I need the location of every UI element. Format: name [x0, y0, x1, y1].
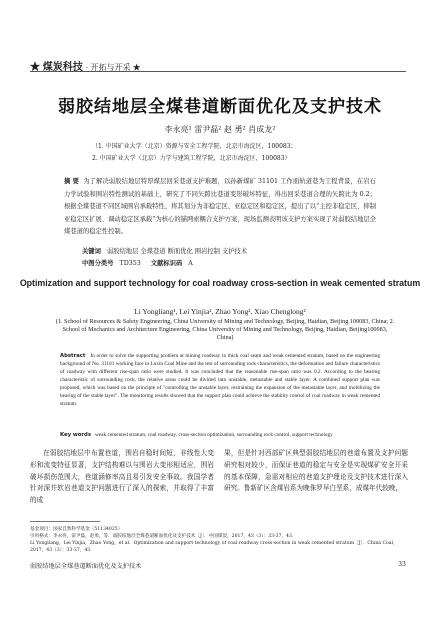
keywords-label-english: Key words	[60, 432, 91, 438]
authors-english: Li Yongliang¹, Lei Yinjia², Zhao Yong², Xiao Chenglong²	[134, 307, 306, 316]
abstract-chinese	[64, 176, 376, 239]
abstract-english	[60, 352, 380, 408]
authors-chinese: 李永亮¹ 雷尹磊² 赵 勇² 肖成龙²	[164, 125, 276, 134]
journal-name: ★ 煤炭科技	[30, 62, 83, 73]
classification-line	[82, 258, 193, 267]
affiliations-english: (1. School of Resources & Safety Engineering, China University of Mining and Technology, Beijing, Haidian, Beijing 100083, China; 2. School of Mechanics and Architecture Engineering, China University of Mining and Technology, Beijing, Haidian, Beijing100083, China)	[55, 318, 395, 341]
doc-code-label: 文献标识码	[150, 260, 183, 267]
title-chinese: 弱胶结地层全煤巷道断面优化及支护技术	[58, 97, 382, 117]
header-rule	[30, 71, 406, 72]
keywords-text-chinese: 弱胶结地层 全煤巷道 断面优化 围岩控制 支护技术	[106, 248, 248, 255]
footnote-rule	[30, 521, 100, 522]
abstract-text-chinese: 为了解决弱胶结地层特厚煤层回采巷道支护难题，以孙新煤矿 31101 工作面轨道巷为工程背景，在岩石力学试验和围岩特性测试的基础上，研究了不同矢跨比巷道变形破坏特征，得出回采巷道合理的矢跨比为 0.2；根据全煤巷道不同区域围岩承载特性，将其划分为非稳定区、亚稳定区和稳定区，提出了以“主控非稳定区、抑制亚稳定区扩展、调动稳定区承载”为核心的锚网索耦合支护方案，现场监测表明该支护方案实现了对弱胶结地层全煤巷道的稳定性控制。	[64, 178, 376, 235]
footnote-funding: 基金项目：国家自然科学基金（51134025）	[30, 527, 123, 532]
page-footer	[30, 561, 406, 570]
title-english: Optimization and support technology for coal roadway cross-section in weak cemented stratum	[19, 278, 421, 288]
keywords-english	[60, 432, 380, 438]
footnote-citation-chinese: 引用格式：李永亮，雷尹磊，赵勇，等．弱胶结地层全煤巷道断面优化及支护技术［J］．中国煤炭，2017，43（3）：33-37，43．	[30, 534, 297, 539]
footnote-citation-english: Li Yongliang，Lei Yinjia，Zhao Yong，et al．Optimization and support technology of coal roadway cross-section in weak cemented stratum［J］．China Coal，2017，43（3）：33-37，43．	[30, 541, 398, 553]
section-name: · 开拓与开采 ★	[85, 63, 141, 72]
affiliation-chinese-1: （1. 中国矿业大学（北京）资源与安全工程学院，北京市海淀区，100083；	[92, 143, 297, 150]
doc-code: A	[188, 260, 193, 267]
affiliation-chinese-2: 2. 中国矿业大学（北京）力学与建筑工程学院，北京市海淀区，100083）	[92, 155, 291, 162]
clc-code: TD353	[119, 260, 141, 267]
keywords-text-english: weak cemented stratum, coal roadway, cross-section optimization, surrounding rock control, support technology	[94, 432, 333, 438]
abstract-label-english: Abstract	[60, 353, 86, 359]
abstract-label-chinese: 摘 要	[64, 178, 80, 185]
body-column-right: 果，但是针对西部矿区典型弱胶结地层的巷道布置及支护问题研究相对较少，而保证巷道的稳定与安全是实现煤矿安全开采的基本保障，急需对相应的巷道支护理论及支护技术进行深入研究。鲁新矿区含煤岩系为晚侏罗早白垩系，成煤年代较晚，	[224, 449, 408, 493]
footer-running-title: 弱胶结地层全煤巷道断面优化及支护技术	[30, 563, 142, 570]
keywords-label-chinese: 关键词	[82, 248, 101, 255]
abstract-text-english: In order to solve the supporting problem at mining roadway in thick coal seam and weak cemented stratum, based on the engineering background of No. 31101 working face in Luxin Coal Mine and the test of surrounding rock characteristics, the deformation and failure characteristics of roadway with different rise-span ratio were studied. It was concluded that the reasonable rise-span ratio was 0.2. According to the bearing characteristic of surrounding rock, the relative areas could be divided into unstable, metastable and stable layer. A combined support plan was proposed, which was based on the principle of "controlling the unstable layer, restraining the expansion of the metastable layer, and mobilizing the bearing of the stable layer". The monitoring results showed that the support plan could achieve the stability control of coal roadway in weak cemented stratum.	[60, 353, 380, 407]
clc-label: 中图分类号	[82, 260, 114, 267]
page-number: 33	[398, 561, 406, 568]
keywords-chinese	[82, 246, 247, 255]
body-column-left: 在弱胶结地层中布置巷道，围岩自稳时间短，非线性大变形和流变特征显著，支护结构难以与围岩大变形相适应，围岩破坏损伤范围大，巷道涵修率高且易引发安全事故。我国学者针对深井软岩巷道支护问题进行了深入的探索，并取得了丰富的成	[30, 449, 214, 505]
